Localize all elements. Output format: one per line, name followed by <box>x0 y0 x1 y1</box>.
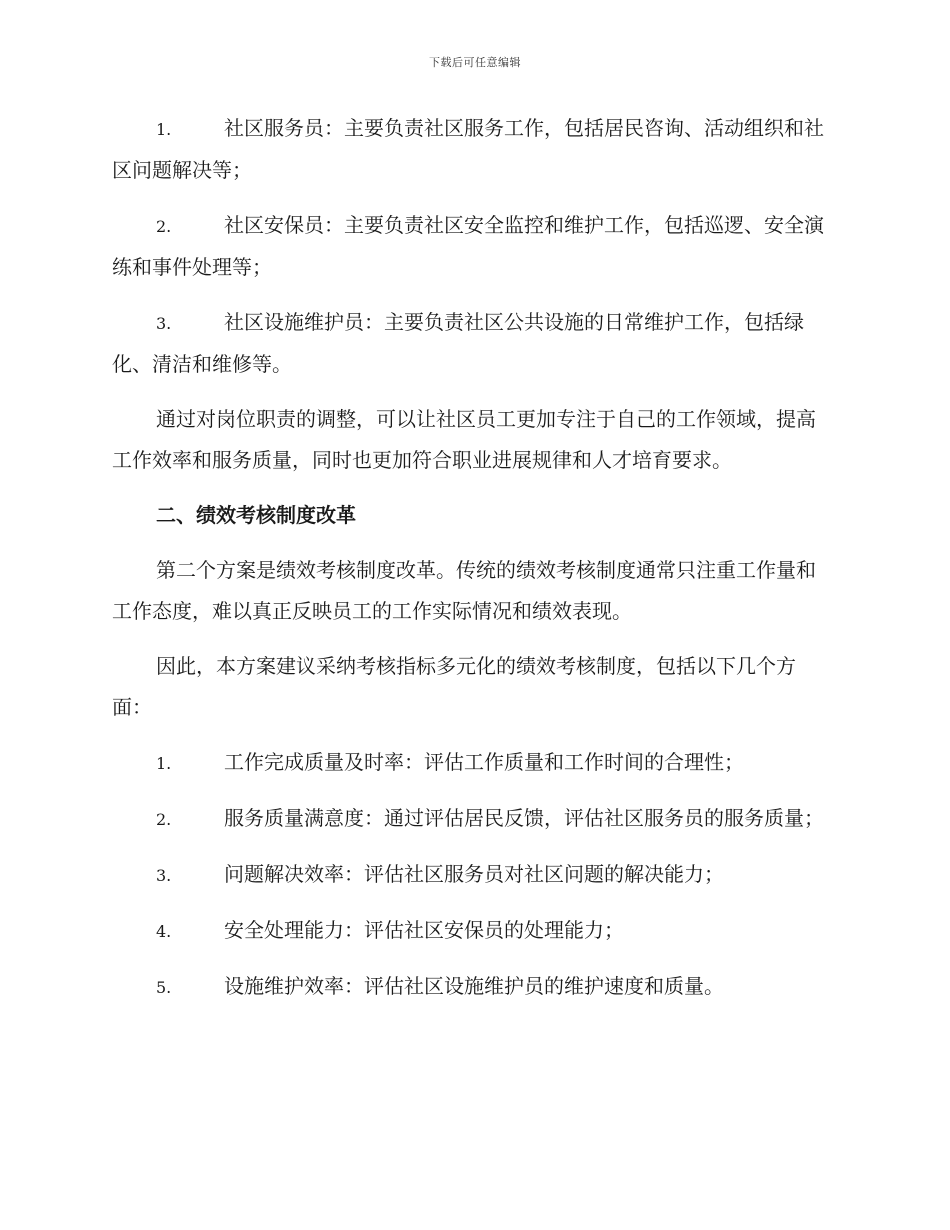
paragraph: 第二个方案是绩效考核制度改革。传统的绩效考核制度通常只注重工作量和工作态度，难以真正反映员工的工作实际情况和绩效表现。 <box>112 558 816 623</box>
list-text: 社区安保员：主要负责社区安全监控和维护工作，包括巡逻、安全演练和事件处理等； <box>112 213 824 279</box>
section-heading: 二、绩效考核制度改革 <box>156 503 356 527</box>
list-text: 安全处理能力：评估社区安保员的处理能力； <box>224 918 624 942</box>
list-number: 4. <box>156 922 172 941</box>
list-text: 工作完成质量及时率：评估工作质量和工作时间的合理性； <box>224 750 744 774</box>
list-number: 3. <box>156 314 172 333</box>
paragraph: 因此，本方案建议采纳考核指标多元化的绩效考核制度，包括以下几个方面： <box>112 654 796 719</box>
document-body <box>112 108 834 1008</box>
list-number: 1. <box>156 754 172 773</box>
list-text: 设施维护效率：评估社区设施维护员的维护速度和质量。 <box>224 974 724 998</box>
list-number: 5. <box>156 978 172 997</box>
list-text: 问题解决效率：评估社区服务员对社区问题的解决能力； <box>224 862 724 886</box>
list-number: 1. <box>156 120 172 139</box>
list-item <box>112 966 834 1008</box>
list-item <box>112 798 834 840</box>
page-header: 下载后可任意编辑 <box>429 56 521 69</box>
list-item <box>112 910 834 952</box>
list-text: 社区服务员：主要负责社区服务工作，包括居民咨询、活动组织和社区问题解决等； <box>112 116 824 182</box>
list-item <box>112 854 834 896</box>
list-item <box>112 205 834 288</box>
list-number: 2. <box>156 217 172 236</box>
paragraph: 通过对岗位职责的调整，可以让社区员工更加专注于自己的工作领域，提高工作效率和服务质量，同时也更加符合职业进展规律和人才培育要求。 <box>112 407 816 472</box>
list-item <box>112 108 834 191</box>
list-item <box>112 302 834 385</box>
list-text: 社区设施维护员：主要负责社区公共设施的日常维护工作，包括绿化、清洁和维修等。 <box>112 310 804 376</box>
list-item <box>112 742 834 784</box>
list-number: 3. <box>156 866 172 885</box>
list-number: 2. <box>156 810 172 829</box>
list-text: 服务质量满意度：通过评估居民反馈，评估社区服务员的服务质量； <box>224 806 824 830</box>
